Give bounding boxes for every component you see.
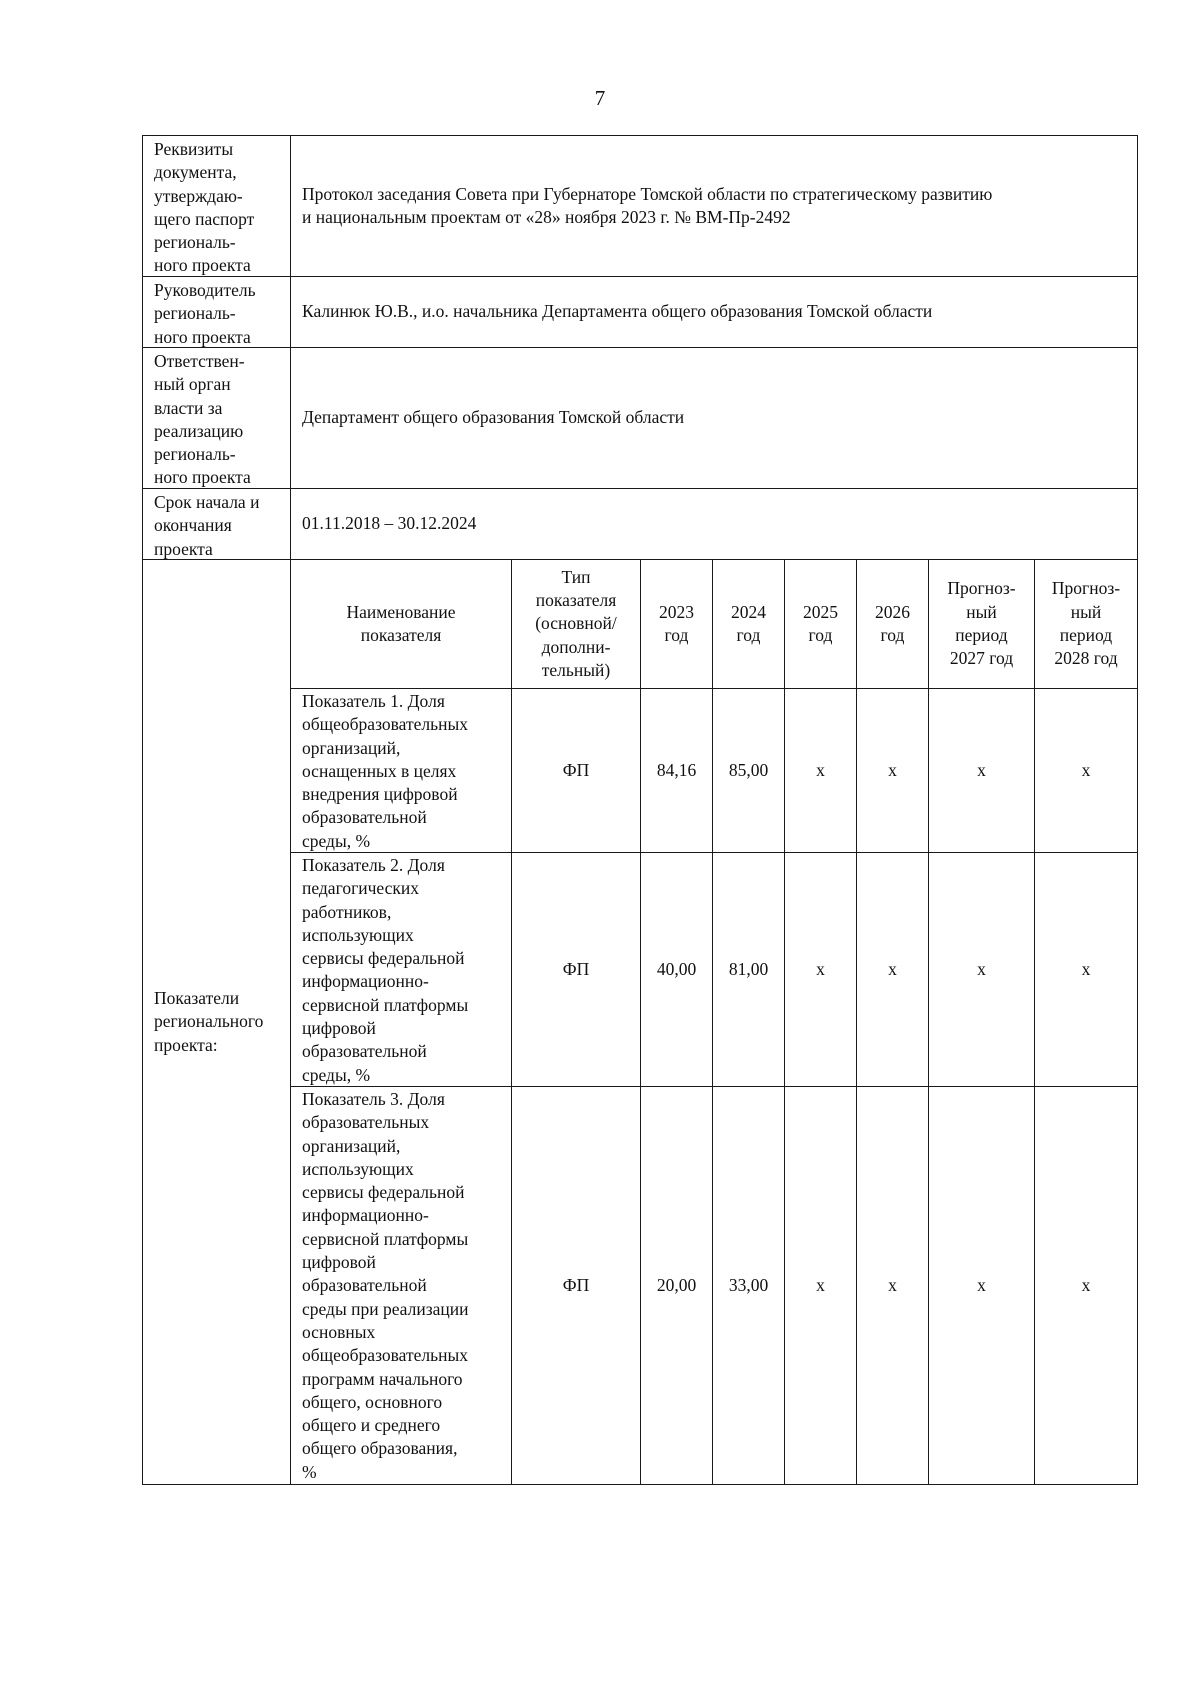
indicator-row (291, 1087, 1137, 1484)
approval-label: Реквизиты документа, утверждаю- щего паспорт региональ- ного проекта (143, 136, 291, 276)
indicator-table (291, 560, 1137, 1484)
indicators-row (143, 560, 1137, 1484)
indicator-2026: х (857, 853, 929, 1086)
indicator-2026: х (857, 689, 929, 852)
passport-table (142, 135, 1138, 1485)
indicator-2028: х (1081, 958, 1091, 979)
indicator-name: Показатель 1. Доля общеобразовательных организаций, оснащенных в целях внедрения цифровой образовательной среды, % (291, 689, 512, 852)
approval-value: Протокол заседания Совета при Губернаторе Томской области по стратегическому развитию и национальным проектам от «28» ноября 2023 г. № ВМ-Пр-2492 (302, 183, 993, 227)
indicator-2024: 81,00 (713, 853, 785, 1086)
indicator-2024: 85,00 (713, 689, 785, 852)
project-head-value: Калинюк Ю.В., и.о. начальника Департамента общего образования Томской области (302, 301, 933, 322)
indicator-2028: х (1081, 1274, 1091, 1295)
indicator-2023: 40,00 (641, 853, 713, 1086)
project-term-row (143, 489, 1137, 560)
indicator-row (291, 853, 1137, 1087)
responsible-body-label: Ответствен- ный орган власти за реализацию региональ- ного проекта (143, 348, 291, 488)
indicator-2026: х (857, 1087, 929, 1484)
approval-row (143, 136, 1137, 277)
header-2026: 2026 год (857, 560, 929, 688)
header-forecast-2028: Прогноз- ный период 2028 год (1051, 578, 1121, 669)
indicator-type: ФП (512, 1087, 641, 1484)
indicator-type: ФП (512, 853, 641, 1086)
header-2023: 2023 год (641, 560, 713, 688)
indicator-2025: х (785, 689, 857, 852)
indicator-2023: 20,00 (641, 1087, 713, 1484)
indicator-2025: х (785, 853, 857, 1086)
header-type: Тип показателя (основной/ дополни- тельный) (512, 560, 641, 688)
responsible-body-row (143, 348, 1137, 489)
indicator-2027: х (929, 689, 1035, 852)
indicator-name: Показатель 2. Доля педагогических работников, использующих сервисы федеральной информационно- сервисной платформы цифровой образовательной среды, % (291, 853, 512, 1086)
indicator-2023: 84,16 (641, 689, 713, 852)
project-head-label: Руководитель региональ- ного проекта (143, 277, 291, 347)
project-term-label: Срок начала и окончания проекта (143, 489, 291, 559)
project-head-row (143, 277, 1137, 348)
indicator-2028: х (1081, 759, 1091, 780)
indicator-2027: х (929, 1087, 1035, 1484)
responsible-body-value: Департамент общего образования Томской области (302, 407, 685, 428)
indicator-name: Показатель 3. Доля образовательных организаций, использующих сервисы федеральной информационно- сервисной платформы цифровой образовательной среды при реализации основных общеобразовательных программ начального общего, основного общего и среднего общего образования, % (291, 1087, 512, 1484)
indicator-2025: х (785, 1087, 857, 1484)
header-name: Наименование показателя (291, 560, 512, 688)
indicators-label: Показатели регионального проекта: (143, 560, 291, 1484)
project-term-value: 01.11.2018 – 30.12.2024 (302, 513, 477, 534)
header-2024: 2024 год (713, 560, 785, 688)
indicator-2024: 33,00 (713, 1087, 785, 1484)
page-number: 7 (594, 86, 606, 110)
indicator-row (291, 689, 1137, 853)
header-2025: 2025 год (785, 560, 857, 688)
indicator-type: ФП (512, 689, 641, 852)
indicator-2027: х (929, 853, 1035, 1086)
header-forecast-2027: Прогноз- ный период 2027 год (929, 560, 1035, 688)
indicator-header-row (291, 560, 1137, 689)
